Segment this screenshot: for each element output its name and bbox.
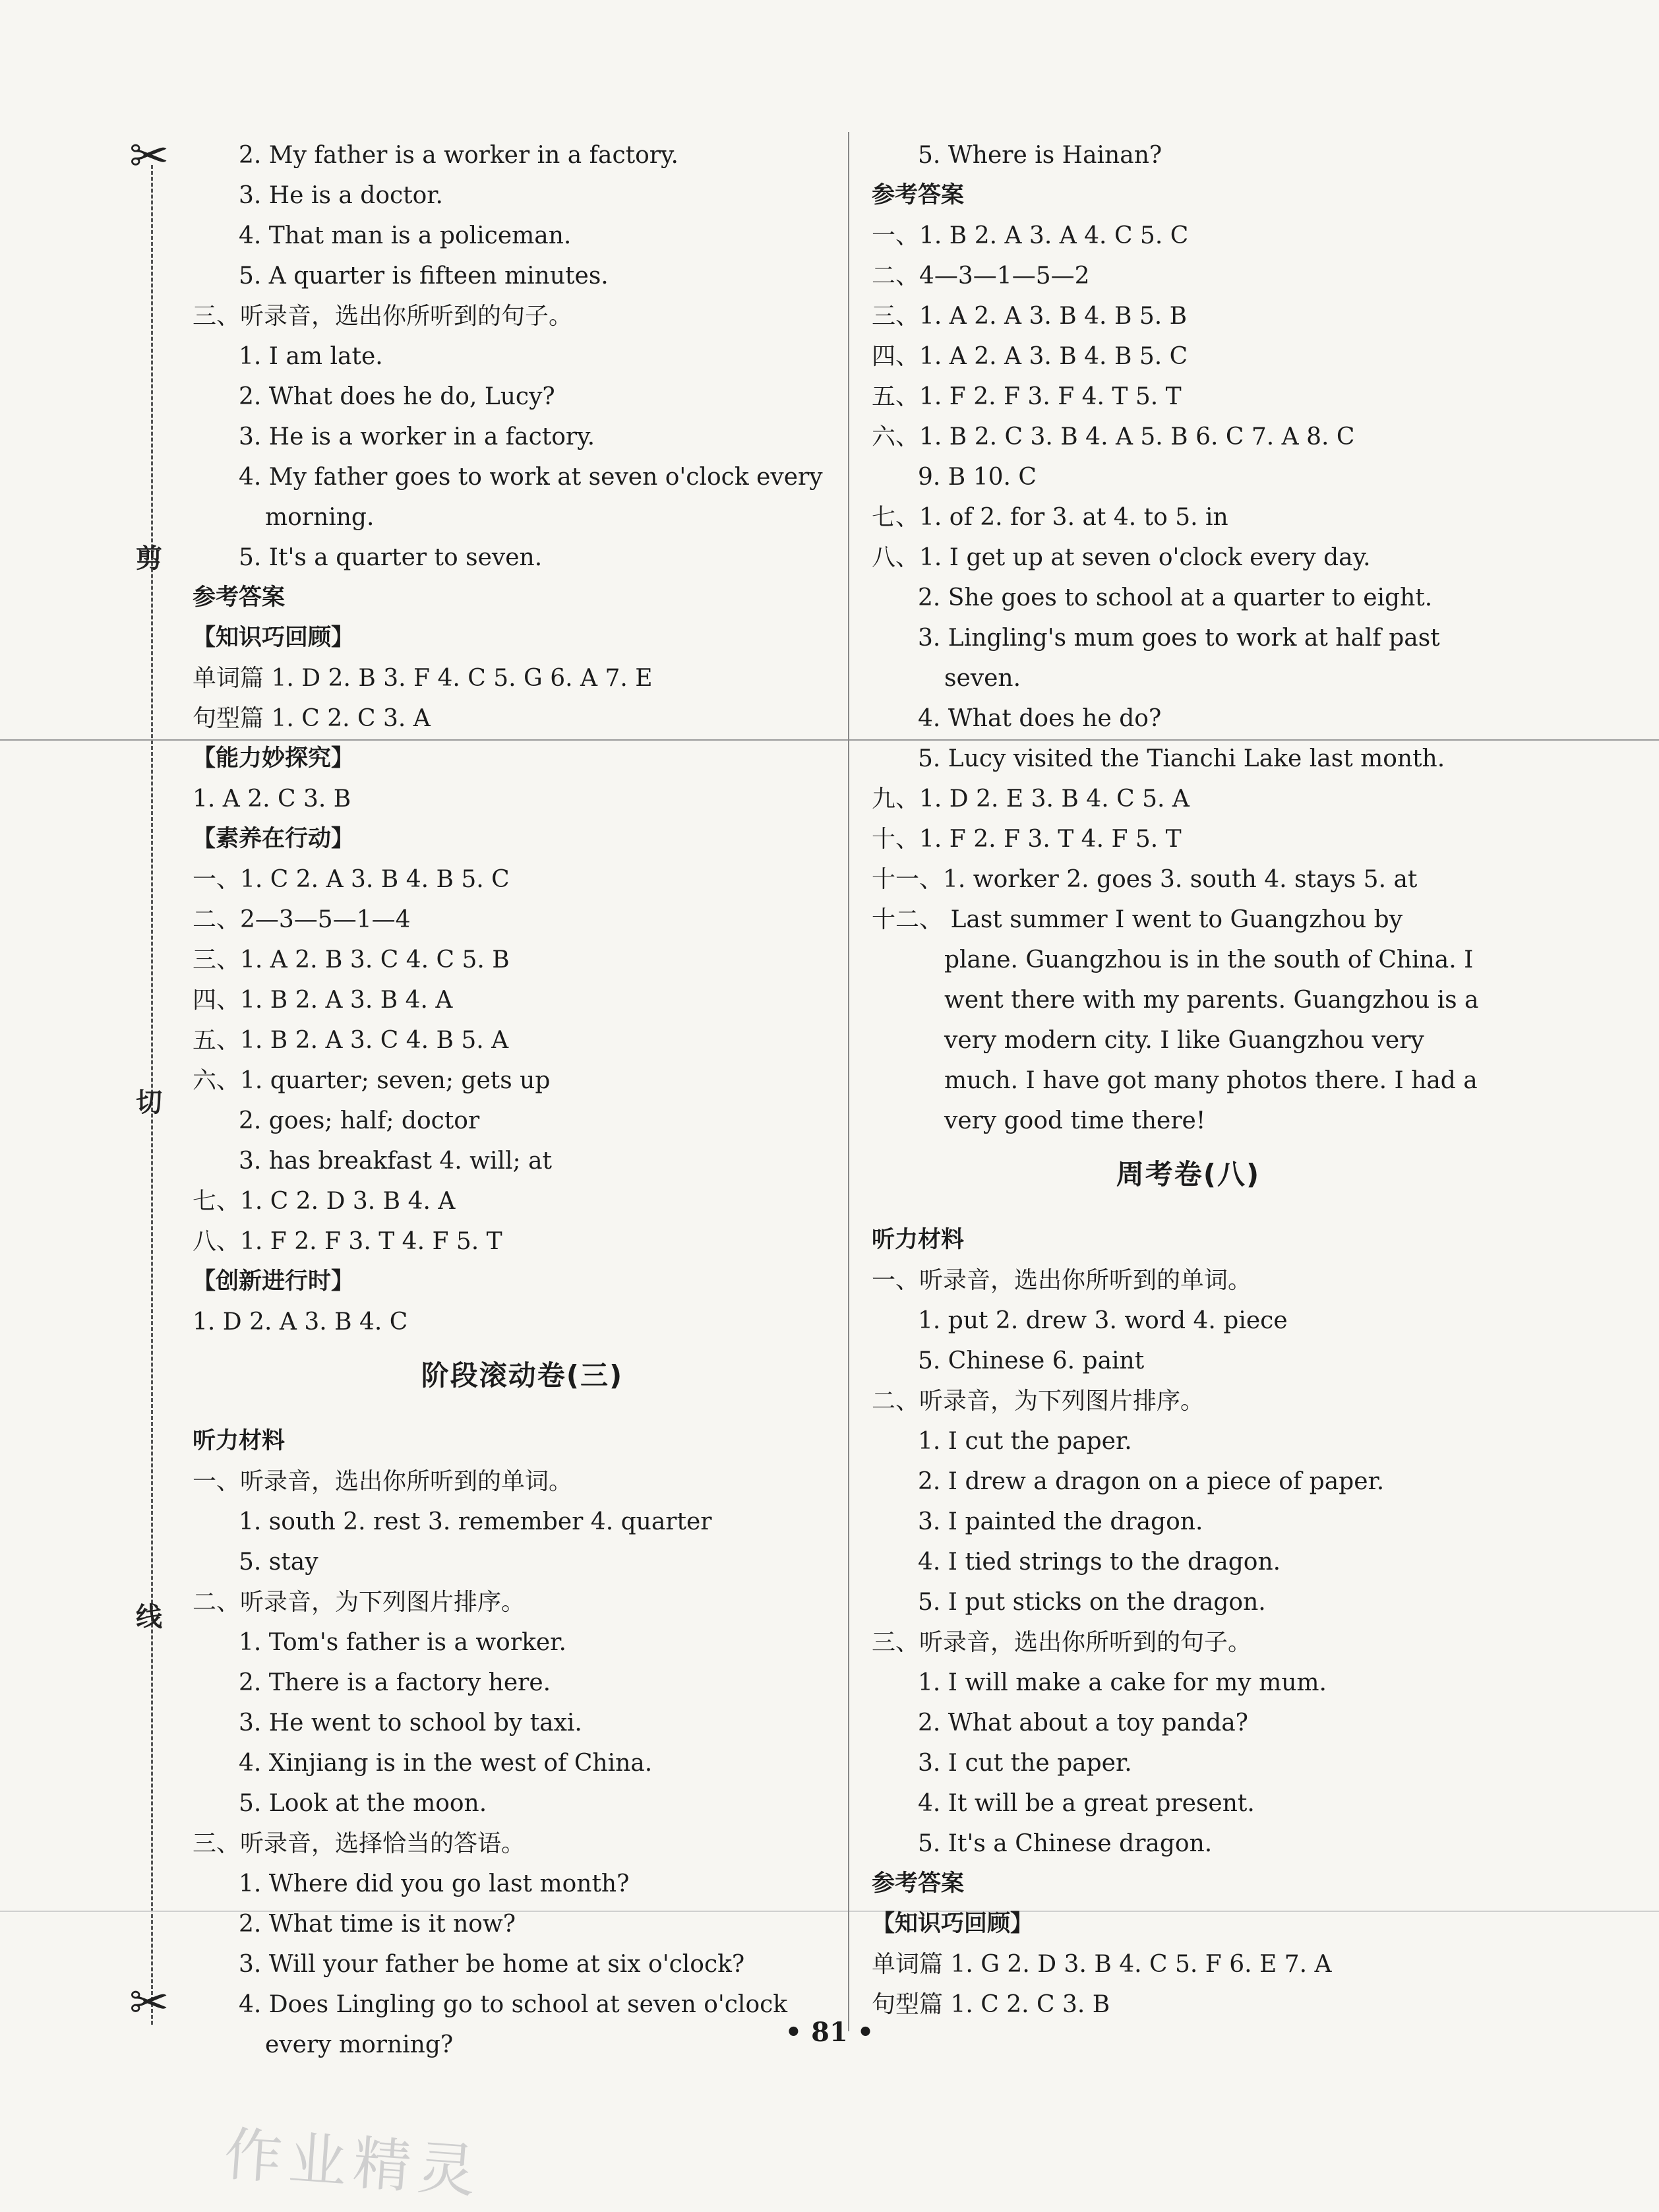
cut-label: 切 <box>136 1088 162 1118</box>
text-line: 2. There is a factory here. <box>239 1669 551 1696</box>
text-line: 5. Lucy visited the Tianchi Lake last month. <box>918 745 1445 772</box>
text-line: 四、1. B 2. A 3. B 4. A <box>193 987 453 1014</box>
section-heading: 【创新进行时】 <box>193 1268 355 1295</box>
text-line: 句型篇 1. C 2. C 3. B <box>872 1991 1110 2018</box>
text-line: 八、1. I get up at seven o'clock every day. <box>872 544 1371 571</box>
text-line: 4. What does he do? <box>918 705 1162 732</box>
text-line: 2. What time is it now? <box>239 1911 516 1938</box>
text-line: 单词篇 1. G 2. D 3. B 4. C 5. F 6. E 7. A <box>872 1951 1332 1978</box>
text-line: 9. B 10. C <box>918 464 1037 491</box>
text-line: 句型篇 1. C 2. C 3. A <box>193 705 431 732</box>
text-line: 一、1. B 2. A 3. A 4. C 5. C <box>872 222 1189 249</box>
text-line: 4. That man is a policeman. <box>239 222 572 249</box>
text-line: 3. Lingling's mum goes to work at half past <box>918 625 1440 652</box>
text-line: 1. I will make a cake for my mum. <box>918 1669 1327 1696</box>
text-line: 三、1. A 2. B 3. C 4. C 5. B <box>193 946 510 973</box>
cut-label: 线 <box>136 1602 162 1632</box>
section-heading: 参考答案 <box>872 182 965 208</box>
text-line: 五、1. F 2. F 3. F 4. T 5. T <box>872 383 1182 410</box>
text-line: 八、1. F 2. F 3. T 4. F 5. T <box>193 1228 502 1255</box>
text-line: 五、1. B 2. A 3. C 4. B 5. A <box>193 1027 509 1054</box>
text-line: 3. I painted the dragon. <box>918 1508 1203 1535</box>
text-line: 1. south 2. rest 3. remember 4. quarter <box>239 1508 712 1535</box>
text-line: 一、1. C 2. A 3. B 4. B 5. C <box>193 866 510 893</box>
left-column <box>193 135 852 2065</box>
text-line: every morning? <box>265 2031 454 2058</box>
text-line: 三、听录音，选出你所听到的句子。 <box>872 1629 1252 1656</box>
text-line: 十一、1. worker 2. goes 3. south 4. stays 5. at <box>872 866 1418 893</box>
text-line: 1. D 2. A 3. B 4. C <box>193 1308 408 1336</box>
scissors-icon: ✂ <box>129 128 169 183</box>
text-line: 三、1. A 2. A 3. B 4. B 5. B <box>872 303 1188 330</box>
section-heading: 【知识巧回顾】 <box>872 1911 1034 1937</box>
text-line: 5. A quarter is fifteen minutes. <box>239 262 609 290</box>
text-line: morning. <box>265 504 375 531</box>
text-line: 一、听录音，选出你所听到的单词。 <box>872 1267 1252 1294</box>
text-line: 七、1. of 2. for 3. at 4. to 5. in <box>872 504 1228 531</box>
text-line: very modern city. I like Guangzhou very <box>944 1027 1424 1054</box>
text-line: 2. What about a toy panda? <box>918 1709 1248 1736</box>
scissors-icon: ✂ <box>129 1975 169 2030</box>
text-line: 2. I drew a dragon on a piece of paper. <box>918 1468 1385 1495</box>
text-line: 七、1. C 2. D 3. B 4. A <box>193 1188 456 1215</box>
text-line: 1. A 2. C 3. B <box>193 785 351 813</box>
text-line: 5. I put sticks on the dragon. <box>918 1589 1266 1616</box>
text-line: 1. I cut the paper. <box>918 1428 1132 1455</box>
text-line: 九、1. D 2. E 3. B 4. C 5. A <box>872 785 1190 813</box>
text-line: 1. put 2. drew 3. word 4. piece <box>918 1307 1288 1334</box>
text-line: 4. Xinjiang is in the west of China. <box>239 1750 653 1777</box>
section-title: 周考卷(八) <box>1116 1158 1261 1190</box>
text-line: 4. My father goes to work at seven o'clock every <box>239 464 823 491</box>
text-line: 2. goes; half; doctor <box>239 1107 480 1134</box>
text-line: 2. My father is a worker in a factory. <box>239 142 679 169</box>
text-line: 3. has breakfast 4. will; at <box>239 1148 553 1175</box>
text-line: 3. Will your father be home at six o'clock? <box>239 1951 745 1978</box>
text-line: 5. stay <box>239 1549 318 1576</box>
section-heading: 参考答案 <box>872 1870 965 1897</box>
text-line: 六、1. B 2. C 3. B 4. A 5. B 6. C 7. A 8. C <box>872 423 1355 450</box>
section-heading: 听力材料 <box>193 1428 286 1454</box>
text-line: 二、4—3—1—5—2 <box>872 262 1090 290</box>
text-line: 5. Where is Hainan? <box>918 142 1162 169</box>
text-line: 5. Look at the moon. <box>239 1790 487 1817</box>
section-heading: 【知识巧回顾】 <box>193 625 355 651</box>
text-line: much. I have got many photos there. I had a <box>944 1067 1478 1094</box>
text-line: 二、听录音，为下列图片排序。 <box>872 1388 1205 1415</box>
text-line: 一、听录音，选出你所听到的单词。 <box>193 1468 573 1495</box>
text-line: 2. She goes to school at a quarter to eight. <box>918 584 1433 611</box>
text-line: 二、2—3—5—1—4 <box>193 906 411 933</box>
text-line: 三、听录音，选出你所听到的句子。 <box>193 303 573 330</box>
watermark: 作业精灵 <box>222 2120 485 2206</box>
text-line: 3. I cut the paper. <box>918 1750 1132 1777</box>
text-line: 4. It will be a great present. <box>918 1790 1255 1817</box>
text-line: 1. I am late. <box>239 343 383 370</box>
text-line: 三、听录音，选择恰当的答语。 <box>193 1830 526 1857</box>
cut-label: 剪 <box>136 543 162 574</box>
text-line: 六、1. quarter; seven; gets up <box>193 1067 551 1094</box>
text-line: seven. <box>944 665 1021 692</box>
text-line: went there with my parents. Guangzhou is a <box>944 987 1479 1014</box>
right-column <box>872 135 1505 2025</box>
section-heading: 【素养在行动】 <box>193 826 355 852</box>
text-line: 5. It's a Chinese dragon. <box>918 1830 1213 1857</box>
page-number: • 81 • <box>785 2017 874 2048</box>
text-line: 3. He went to school by taxi. <box>239 1709 582 1736</box>
text-line: plane. Guangzhou is in the south of China. I <box>944 946 1474 973</box>
text-line: 3. He is a doctor. <box>239 182 443 209</box>
text-line: 四、1. A 2. A 3. B 4. B 5. C <box>872 343 1188 370</box>
text-line: 1. Where did you go last month? <box>239 1870 630 1897</box>
text-line: 二、听录音，为下列图片排序。 <box>193 1589 526 1616</box>
section-heading: 【能力妙探究】 <box>193 745 355 772</box>
text-line: 5. Chinese 6. paint <box>918 1347 1145 1374</box>
text-line: 十、1. F 2. F 3. T 4. F 5. T <box>872 826 1182 853</box>
text-line: very good time there! <box>944 1107 1206 1134</box>
text-line: 5. It's a quarter to seven. <box>239 544 543 571</box>
section-heading: 参考答案 <box>193 584 286 611</box>
text-line: 单词篇 1. D 2. B 3. F 4. C 5. G 6. A 7. E <box>193 665 653 692</box>
text-line: 2. What does he do, Lucy? <box>239 383 555 410</box>
section-title: 阶段滚动卷(三) <box>421 1359 624 1392</box>
text-line: 1. Tom's father is a worker. <box>239 1629 566 1656</box>
section-heading: 听力材料 <box>872 1227 965 1253</box>
text-line: 4. I tied strings to the dragon. <box>918 1549 1281 1576</box>
text-line: 4. Does Lingling go to school at seven o'clock <box>239 1991 788 2018</box>
text-line: 十二、 Last summer I went to Guangzhou by <box>872 906 1403 933</box>
text-line: 3. He is a worker in a factory. <box>239 423 595 450</box>
